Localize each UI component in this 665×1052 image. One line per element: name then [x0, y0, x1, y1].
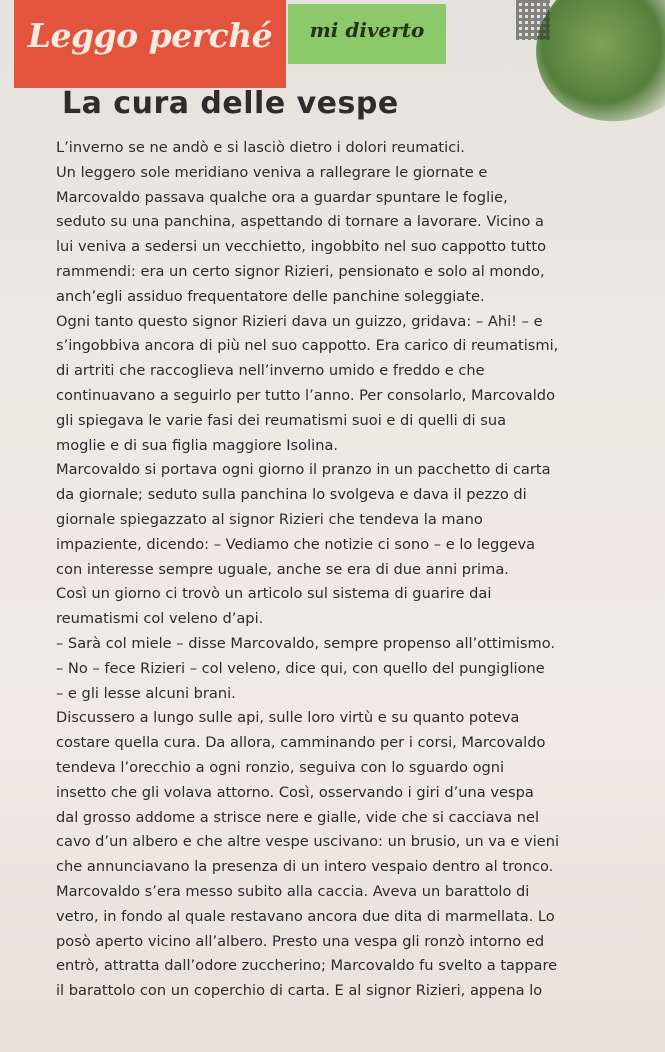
text-line: seduto su una panchina, aspettando di tornare a lavorare. Vicino a [56, 213, 544, 231]
text-line: tendeva l’orecchio a ogni ronzio, seguiva con lo sguardo ogni [56, 758, 505, 776]
text-line: anch’egli assiduo frequentatore delle panchine soleggiate. [56, 287, 485, 305]
text-line: – Sarà col miele – disse Marcovaldo, sempre propenso all’ottimismo. [56, 634, 556, 652]
text-line: – e gli lesse alcuni brani. [56, 684, 236, 702]
text-line: giornale spiegazzato al signor Rizieri che tendeva la mano [56, 510, 483, 528]
series-banner [14, 0, 286, 88]
text-line: posò aperto vicino all’albero. Presto una vespa gli ronzò intorno ed [56, 932, 545, 950]
text-line: di artriti che raccoglieva nell’inverno umido e freddo e che [56, 362, 485, 380]
text-line: il barattolo con un coperchio di carta. E al signor Rizieri, appena lo [56, 982, 543, 1000]
story-title: La cura delle vespe [62, 86, 399, 121]
text-line: impaziente, dicendo: – Vediamo che notizie ci sono – e lo leggeva [56, 535, 536, 553]
text-line: Marcovaldo si portava ogni giorno il pranzo in un pacchetto di carta [56, 461, 551, 479]
text-line: costare quella cura. Da allora, camminando per i corsi, Marcovaldo [56, 734, 546, 752]
text-line: che annunciavano la presenza di un intero vespaio dentro al tronco. [56, 858, 554, 876]
text-line: lui veniva a sedersi un vecchietto, ingobbito nel suo cappotto tutto [56, 238, 547, 256]
text-line: Ogni tanto questo signor Rizieri dava un guizzo, gridava: – Ahi! – e [56, 312, 543, 330]
story-text [56, 136, 660, 1004]
text-line: continuavano a seguirlo per tutto l’anno. Per consolarlo, Marcovaldo [56, 386, 556, 404]
text-line: insetto che gli volava attorno. Così, osservando i giri d’una vespa [56, 783, 534, 801]
text-line: Così un giorno ci trovò un articolo sul sistema di guarire dai [56, 585, 492, 603]
series-subtitle: mi diverto [309, 18, 425, 42]
text-line: vetro, in fondo al quale restavano ancora due dita di marmellata. Lo [56, 907, 555, 925]
text-line: moglie e di sua figlia maggiore Isolina. [56, 436, 339, 454]
text-line: da giornale; seduto sulla panchina lo svolgeva e dava il pezzo di [56, 486, 527, 504]
text-line: rammendi: era un certo signor Rizieri, pensionato e solo al mondo, [56, 262, 545, 280]
text-line: Discussero a lungo sulle api, sulle loro virtù e su quanto poteva [56, 709, 520, 727]
text-line: reumatismi col veleno d’api. [56, 610, 264, 628]
qr-code-icon [516, 0, 550, 40]
text-line: – No – fece Rizieri – col veleno, dice qui, con quello del pungiglione [56, 659, 545, 677]
text-line: Un leggero sole meridiano veniva a rallegrare le giornate e [56, 163, 488, 181]
text-line: entrò, attratta dall’odore zuccherino; Marcovaldo fu svelto a tappare [56, 957, 558, 975]
text-line: Marcovaldo s’era messo subito alla caccia. Aveva un barattolo di [56, 882, 530, 900]
text-line: dal grosso addome a strisce nere e gialle, vide che si cacciava nel [56, 808, 540, 826]
text-line: cavo d’un albero e che altre vespe uscivano: un brusio, un va e vieni [56, 833, 560, 851]
series-subtitle-banner [288, 4, 446, 64]
text-line: s’ingobbiva ancora di più nel suo cappotto. Era carico di reumatismi, [56, 337, 559, 355]
text-line: gli spiegava le varie fasi dei reumatismi suoi e di quelli di sua [56, 411, 507, 429]
text-line: Marcovaldo passava qualche ora a guardar spuntare le foglie, [56, 188, 508, 206]
text-line: L’inverno se ne andò e si lasciò dietro i dolori reumatici. [56, 139, 465, 156]
series-title: Leggo perché [27, 16, 273, 55]
text-line: con interesse sempre uguale, anche se era di due anni prima. [56, 560, 509, 578]
